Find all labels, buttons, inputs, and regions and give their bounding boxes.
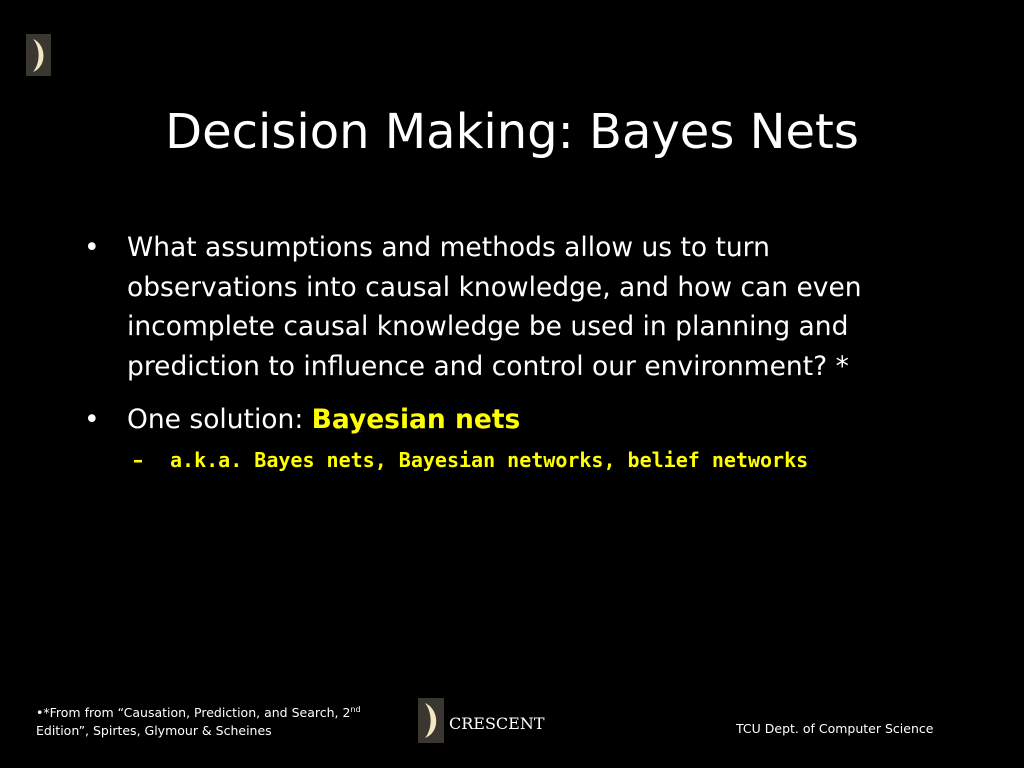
sub-bullet-marker: – — [133, 447, 143, 472]
slide-title: Decision Making: Bayes Nets — [165, 104, 859, 160]
bullet-marker: • — [84, 232, 100, 263]
department-label: TCU Dept. of Computer Science — [736, 721, 934, 736]
crescent-moon-icon — [418, 698, 444, 743]
footnote-superscript: nd — [350, 704, 361, 714]
bullet-text: One solution: — [127, 404, 312, 435]
footnote-text: •*From from “Causation, Prediction, and Search, 2 — [36, 705, 351, 720]
bullet-item — [84, 400, 914, 440]
slide-body — [84, 228, 914, 474]
crescent-moon-icon — [26, 34, 51, 76]
footnote-text-continued: Edition”, Spirtes, Glymour & Scheines — [36, 723, 272, 738]
sub-bullet-text: a.k.a. Bayes nets, Bayesian networks, belief networks — [170, 447, 809, 472]
bullet-highlight: Bayesian nets — [311, 404, 521, 435]
bullet-item — [84, 228, 914, 386]
bullet-text: What assumptions and methods allow us to turn observations into causal knowledge, and how can even incomplete causal knowledge be used in planning and prediction to influence and control our environment? * — [127, 232, 862, 382]
footnote — [36, 704, 396, 740]
bullet-marker: • — [84, 404, 100, 435]
brand-name: CRESCENT — [449, 714, 545, 733]
sub-bullet-item — [133, 446, 914, 474]
